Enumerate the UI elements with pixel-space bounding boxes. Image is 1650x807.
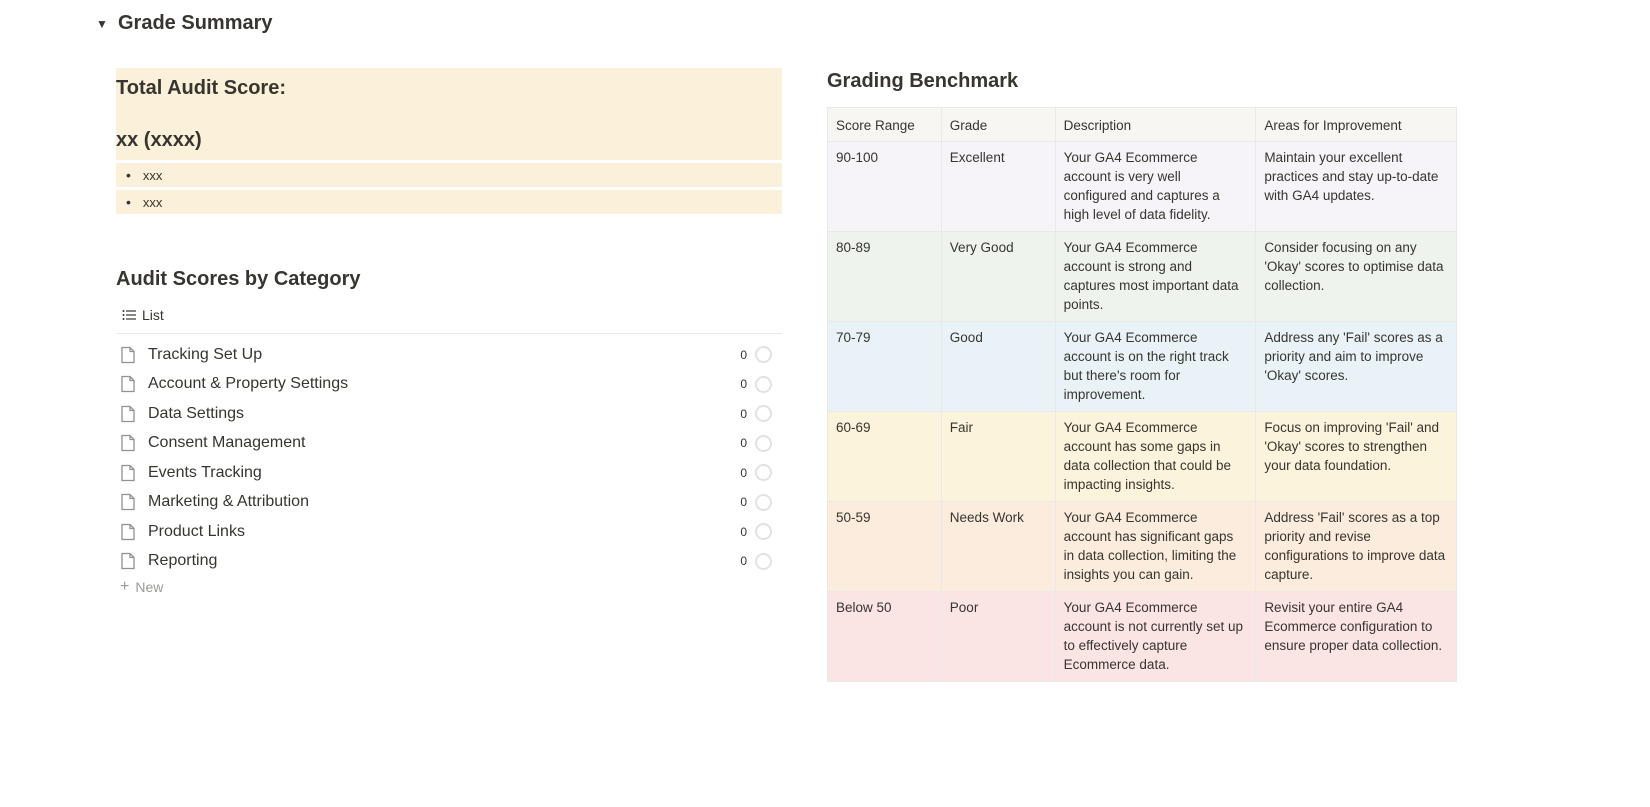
header-cell: Grade <box>941 108 1055 142</box>
category-score: 0 <box>740 524 747 539</box>
cell-improve: Focus on improving 'Fail' and 'Okay' scores to strengthen your data foundation. <box>1256 412 1457 502</box>
bullet-icon: • <box>126 194 131 210</box>
category-name: Account & Property Settings <box>148 375 349 393</box>
category-score: 0 <box>740 347 747 362</box>
progress-ring-icon <box>755 376 772 393</box>
cell-grade: Good <box>941 322 1055 412</box>
page-icon <box>120 552 136 570</box>
benchmark-row <box>828 322 1457 412</box>
cell-improve: Consider focusing on any 'Okay' scores to optimise data collection. <box>1256 232 1457 322</box>
cell-improve: Address 'Fail' scores as a top priority and revise configurations to improve data capture. <box>1256 502 1457 592</box>
category-score: 0 <box>740 554 747 569</box>
page-icon <box>120 346 136 364</box>
progress-ring-icon <box>755 494 772 511</box>
category-score: 0 <box>740 436 747 451</box>
cell-improve: Maintain your excellent practices and stay up-to-date with GA4 updates. <box>1256 142 1457 232</box>
category-item[interactable] <box>116 517 782 547</box>
cell-desc: Your GA4 Ecommerce account is not currently set up to effectively capture Ecommerce data. <box>1055 592 1256 682</box>
bullet-item <box>116 190 782 214</box>
progress-ring-icon <box>755 435 772 452</box>
page-icon <box>120 405 136 423</box>
page-icon <box>120 464 136 482</box>
category-item[interactable] <box>116 340 782 370</box>
cell-range: 60-69 <box>828 412 942 502</box>
category-name: Product Links <box>148 522 245 540</box>
progress-ring-icon <box>755 464 772 481</box>
cell-desc: Your GA4 Ecommerce account is strong and captures most important data points. <box>1055 232 1256 322</box>
cell-range: Below 50 <box>828 592 942 682</box>
bullet-text: xxx <box>142 167 163 183</box>
category-name: Events Tracking <box>148 463 262 481</box>
category-item[interactable] <box>116 488 782 518</box>
category-name: Tracking Set Up <box>148 345 263 363</box>
view-label: List <box>142 307 164 323</box>
grade-summary-toggle[interactable] <box>96 12 273 35</box>
progress-ring-icon <box>755 405 772 422</box>
header-cell: Score Range <box>828 108 942 142</box>
category-item[interactable] <box>116 399 782 429</box>
categories-heading: Audit Scores by Category <box>116 268 361 290</box>
callout-score: xx (xxxx) <box>116 129 202 151</box>
cell-improve: Revisit your entire GA4 Ecommerce configuration to ensure proper data collection. <box>1256 592 1457 682</box>
new-label: New <box>135 579 164 595</box>
callout-title: Total Audit Score: <box>116 77 286 99</box>
category-item[interactable] <box>116 429 782 459</box>
header-cell: Areas for Improvement <box>1256 108 1457 142</box>
total-score-callout <box>116 68 782 160</box>
category-score: 0 <box>740 377 747 392</box>
progress-ring-icon <box>755 346 772 363</box>
list-view-tab[interactable] <box>116 307 782 334</box>
cell-grade: Fair <box>941 412 1055 502</box>
cell-desc: Your GA4 Ecommerce account is on the right track but there's room for improvement. <box>1055 322 1256 412</box>
category-score: 0 <box>740 495 747 510</box>
bullet-item <box>116 163 782 187</box>
plus-icon: + <box>120 578 130 595</box>
header-cell: Description <box>1055 108 1256 142</box>
category-score: 0 <box>740 465 747 480</box>
benchmark-row <box>828 502 1457 592</box>
cell-range: 90-100 <box>828 142 942 232</box>
category-name: Consent Management <box>148 434 306 452</box>
cell-grade: Excellent <box>941 142 1055 232</box>
cell-improve: Address any 'Fail' scores as a priority and aim to improve 'Okay' scores. <box>1256 322 1457 412</box>
cell-desc: Your GA4 Ecommerce account has some gaps in data collection that could be impacting insights. <box>1055 412 1256 502</box>
bullet-text: xxx <box>142 194 163 210</box>
category-score: 0 <box>740 406 747 421</box>
new-item-button[interactable] <box>116 578 782 596</box>
category-name: Marketing & Attribution <box>148 493 309 511</box>
category-name: Data Settings <box>148 404 245 422</box>
page-icon <box>120 493 136 511</box>
benchmark-row <box>828 412 1457 502</box>
progress-ring-icon <box>755 553 772 570</box>
cell-desc: Your GA4 Ecommerce account is very well configured and captures a high level of data fidelity. <box>1055 142 1256 232</box>
cell-grade: Needs Work <box>941 502 1055 592</box>
list-icon <box>122 309 136 321</box>
page-icon <box>120 523 136 541</box>
bullet-icon: • <box>126 167 131 183</box>
benchmark-heading: Grading Benchmark <box>827 70 1019 92</box>
triangle-down-icon[interactable]: ▼ <box>96 16 108 31</box>
cell-range: 50-59 <box>828 502 942 592</box>
category-item[interactable] <box>116 547 782 577</box>
category-item[interactable] <box>116 370 782 400</box>
cell-range: 80-89 <box>828 232 942 322</box>
toggle-heading: Grade Summary <box>118 12 273 34</box>
category-item[interactable] <box>116 458 782 488</box>
benchmark-row <box>828 232 1457 322</box>
benchmark-table <box>827 107 1457 682</box>
cell-desc: Your GA4 Ecommerce account has significant gaps in data collection, limiting the insights you can gain. <box>1055 502 1256 592</box>
cell-grade: Poor <box>941 592 1055 682</box>
page-icon <box>120 434 136 452</box>
progress-ring-icon <box>755 523 772 540</box>
benchmark-row <box>828 592 1457 682</box>
page-icon <box>120 375 136 393</box>
cell-range: 70-79 <box>828 322 942 412</box>
benchmark-row <box>828 142 1457 232</box>
cell-grade: Very Good <box>941 232 1055 322</box>
category-name: Reporting <box>148 552 218 570</box>
